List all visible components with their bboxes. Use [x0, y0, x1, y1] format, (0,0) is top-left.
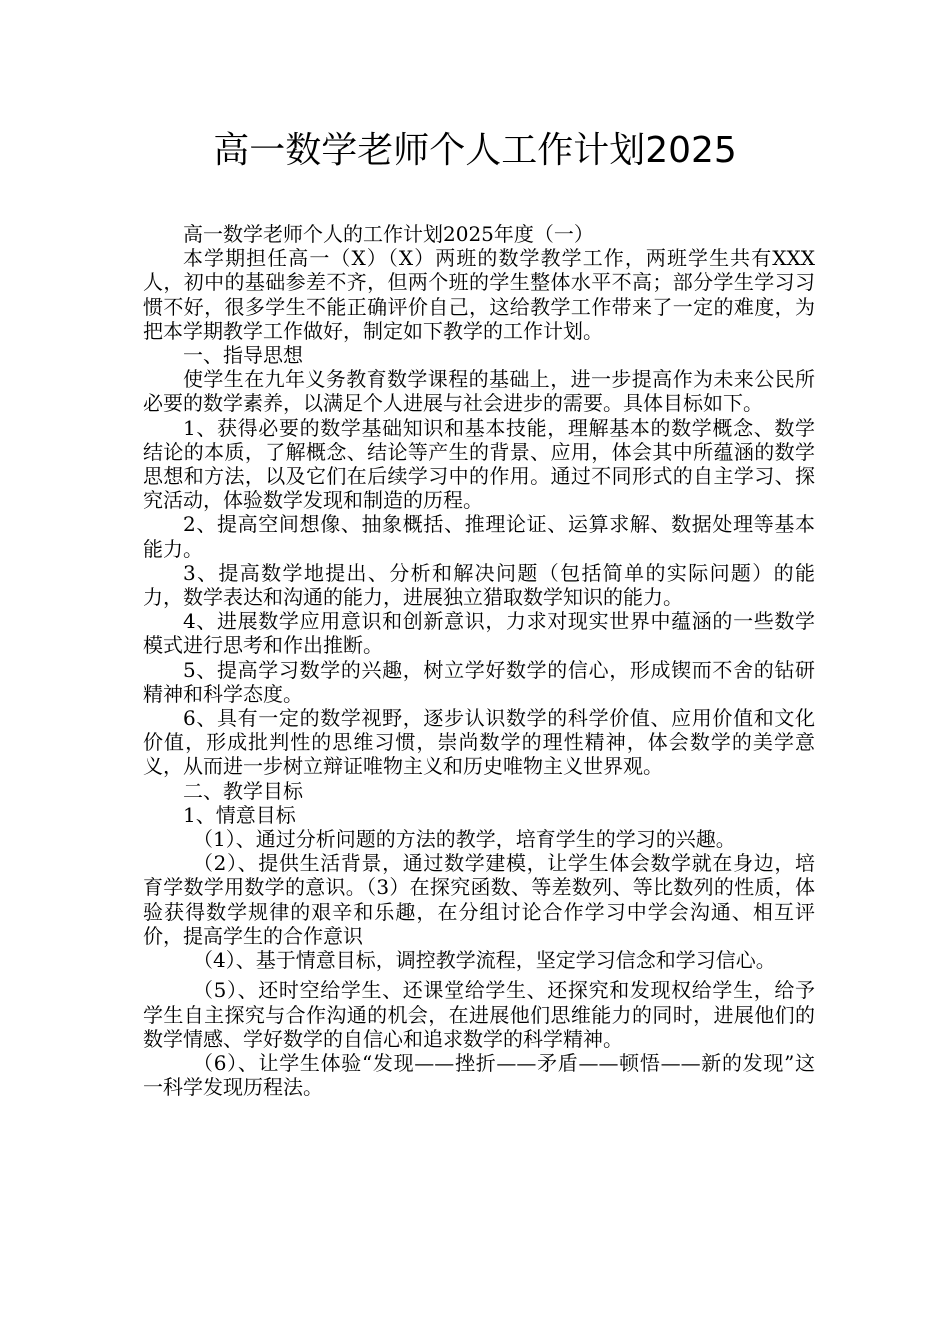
goal-item-6: 6、具有一定的数学视野，逐步认识数学的科学价值、应用价值和文化价值，形成批判性的思维习惯，崇尚数学的理性精神，体会数学的美学意义，从而进一步树立辩证唯物主义和历史唯物主义世界观。	[143, 706, 815, 779]
goal-item-3: 3、提高数学地提出、分析和解决问题（包括简单的实际问题）的能力，数学表达和沟通的能力，进展独立猎取数学知识的能力。	[143, 560, 815, 610]
section-heading-guiding-thought: 一、指导思想	[183, 343, 303, 368]
section-heading-teaching-goals: 二、教学目标	[183, 778, 303, 803]
paragraph-class-situation: 本学期担任高一（X）（X）两班的数学教学工作，两班学生共有XXX人，初中的基础参差不齐，但两个班的学生整体水平不高；部分学生学习习惯不好，很多学生不能正确评价自己，这给教学工作带来了一定的难度，为把本学期教学工作做好，制定如下教学的工作计划。	[143, 246, 815, 343]
goal-item-1: 1、获得必要的数学基础知识和基本技能，理解基本的数学概念、数学结论的本质，了解概念、结论等产生的背景、应用，体会其中所蕴涵的数学思想和方法，以及它们在后续学习中的作用。通过不同形式的自主学习、探究活动，体验数学发现和制造的历程。	[143, 415, 815, 513]
goal-item-2: 2、提高空间想像、抽象概括、推理论证、运算求解、数据处理等基本能力。	[143, 512, 815, 561]
document-body	[143, 222, 815, 1099]
paragraph-guiding-thought: 使学生在九年义务教育数学课程的基础上，进一步提高作为未来公民所必要的数学素养，以满足个人进展与社会进步的需要。具体目标如下。	[143, 367, 815, 416]
emotional-goal-5: （5）、还时空给学生、还课堂给学生、还探究和发现权给学生，给予学生自主探究与合作沟通的机会，在进展他们思维能力的同时，进展他们的数学情感、学好数学的自信心和追求数学的科学精神。	[143, 978, 815, 1051]
emotional-goal-1: （1）、通过分析问题的方法的教学，培育学生的学习的兴趣。	[193, 827, 736, 852]
subsection-heading-emotional-goals: 1、情意目标	[183, 802, 296, 827]
section-heading-intro: 高一数学老师个人的工作计划2025年度（一）	[183, 222, 594, 246]
emotional-goal-6: （6）、让学生体验“发现——挫折——矛盾——顿悟——新的发现”这一科学发现历程法。	[143, 1050, 815, 1100]
emotional-goal-2-3: （2）、提供生活背景，通过数学建模，让学生体会数学就在身边，培育学数学用数学的意识。（3）在探究函数、等差数列、等比数列的性质，体验获得数学规律的艰辛和乐趣，在分组讨论合作学习中学会沟通、相互评价，提高学生的合作意识	[143, 851, 815, 948]
emotional-goal-4: （4）、基于情意目标，调控教学流程，坚定学习信念和学习信心。	[193, 948, 776, 973]
goal-item-4: 4、进展数学应用意识和创新意识，力求对现实世界中蕴涵的一些数学模式进行思考和作出推断。	[143, 609, 815, 658]
document-title: 高一数学老师个人工作计划2025	[213, 130, 737, 171]
goal-item-5: 5、提高学习数学的兴趣，树立学好数学的信心，形成锲而不舍的钻研精神和科学态度。	[143, 657, 815, 706]
